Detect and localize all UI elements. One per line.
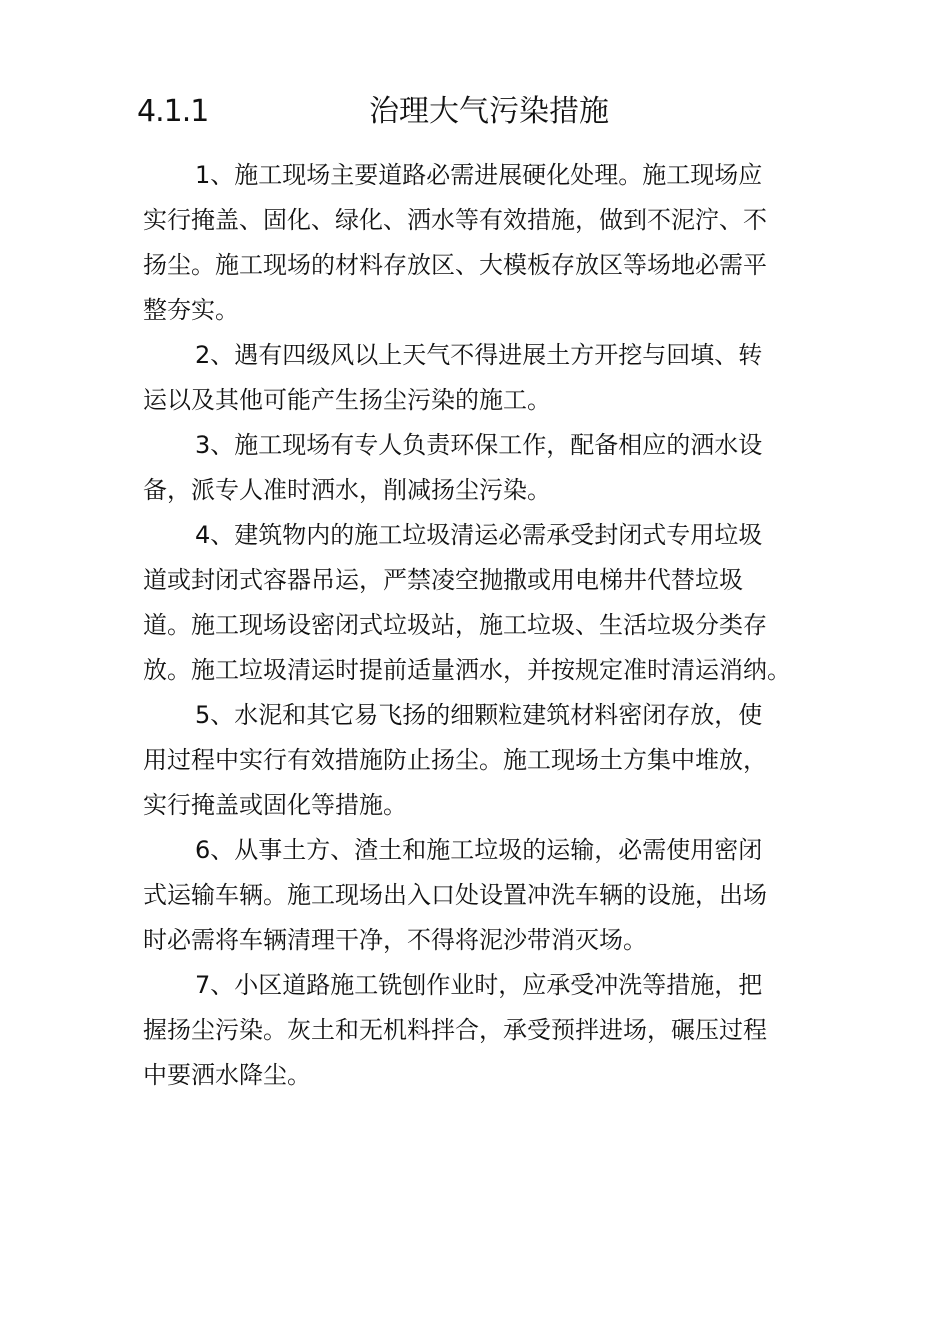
paragraph-line: 6、从事土方、渣土和施工垃圾的运输，必需使用密闭	[195, 836, 763, 864]
paragraph-line: 4、建筑物内的施工垃圾清运必需承受封闭式专用垃圾	[195, 521, 763, 549]
paragraph-line: 时必需将车辆清理干净，不得将泥沙带消灭场。	[143, 926, 647, 954]
paragraph-line: 整夯实。	[143, 296, 239, 324]
paragraph-line: 备，派专人准时洒水，削减扬尘污染。	[143, 476, 551, 504]
paragraph-line: 道或封闭式容器吊运，严禁凌空抛撒或用电梯井代替垃圾	[143, 566, 743, 594]
paragraph-2	[143, 333, 813, 423]
paragraph-1	[143, 153, 813, 333]
paragraph-6	[143, 828, 813, 963]
paragraph-line: 用过程中实行有效措施防止扬尘。施工现场土方集中堆放，	[143, 746, 767, 774]
section-title: 治理大气污染措施	[369, 94, 609, 129]
paragraph-4	[143, 513, 813, 693]
paragraph-line: 7、小区道路施工铣刨作业时，应承受冲洗等措施，把	[195, 971, 763, 999]
paragraph-7	[143, 963, 813, 1098]
paragraph-5	[143, 693, 813, 828]
paragraph-line: 2、遇有四级风以上天气不得进展土方开挖与回填、转	[195, 341, 763, 369]
paragraph-line: 道。施工现场设密闭式垃圾站，施工垃圾、生活垃圾分类存	[143, 611, 767, 639]
paragraph-line: 式运输车辆。施工现场出入口处设置冲洗车辆的设施，出场	[143, 881, 767, 909]
body-text	[143, 153, 813, 1098]
paragraph-line: 实行掩盖或固化等措施。	[143, 791, 407, 819]
paragraph-line: 放。施工垃圾清运时提前适量洒水，并按规定准时清运消纳。	[143, 656, 791, 684]
paragraph-line: 实行掩盖、固化、绿化、洒水等有效措施，做到不泥泞、不	[143, 206, 767, 234]
paragraph-line: 1、施工现场主要道路必需进展硬化处理。施工现场应	[195, 161, 763, 189]
paragraph-line: 中要洒水降尘。	[143, 1061, 311, 1089]
paragraph-line: 3、施工现场有专人负责环保工作，配备相应的洒水设	[195, 431, 763, 459]
section-number: 4.1.1	[137, 94, 209, 129]
section-heading	[137, 88, 817, 136]
paragraph-line: 握扬尘污染。灰土和无机料拌合，承受预拌进场，碾压过程	[143, 1016, 767, 1044]
paragraph-line: 扬尘。施工现场的材料存放区、大模板存放区等场地必需平	[143, 251, 767, 279]
paragraph-3	[143, 423, 813, 513]
paragraph-line: 5、水泥和其它易飞扬的细颗粒建筑材料密闭存放，使	[195, 701, 763, 729]
paragraph-line: 运以及其他可能产生扬尘污染的施工。	[143, 386, 551, 414]
